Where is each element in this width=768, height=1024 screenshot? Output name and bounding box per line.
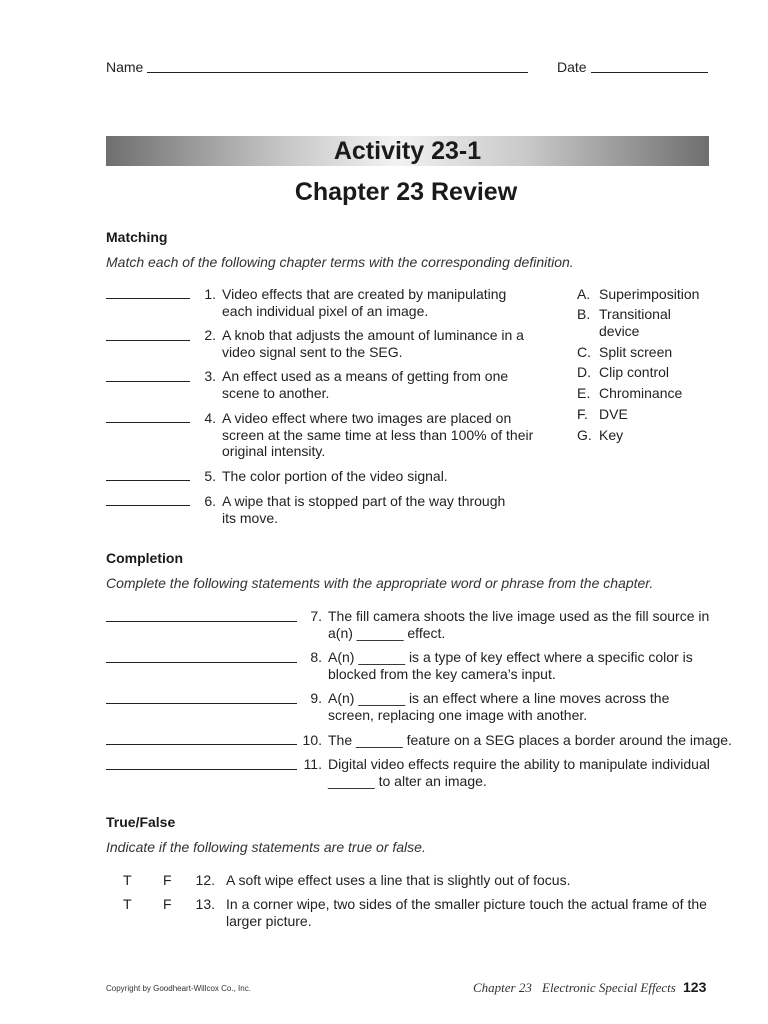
item-text: A(n) ______ is a type of key effect where a specific color is — [328, 649, 693, 665]
item-text: larger picture. — [226, 913, 312, 929]
item-text: ______ to alter an image. — [328, 773, 487, 789]
page-number: 123 — [683, 979, 707, 995]
item-number: 13. — [195, 896, 215, 912]
completion-instruction: Complete the following statements with the appropriate word or phrase from the chapter. — [106, 575, 654, 591]
item-text: video signal sent to the SEG. — [222, 344, 403, 360]
item-text: screen, replacing one image with another. — [328, 707, 588, 723]
false-option[interactable]: F — [163, 896, 172, 912]
completion-heading: Completion — [106, 550, 183, 566]
item-number: 11. — [303, 756, 322, 772]
item-text: A wipe that is stopped part of the way through — [222, 493, 506, 509]
item-text: blocked from the key camera’s input. — [328, 666, 556, 682]
option-text: DVE — [599, 406, 628, 422]
item-number: 7. — [310, 608, 322, 624]
answer-line[interactable] — [106, 340, 190, 341]
date-label: Date — [557, 59, 587, 75]
false-option[interactable]: F — [163, 872, 172, 888]
item-number: 5. — [204, 468, 216, 484]
item-text: The ______ feature on a SEG places a border around the image. — [328, 732, 732, 748]
item-number: 4. — [204, 410, 216, 426]
option-letter: B. — [577, 306, 591, 322]
item-number: 8. — [310, 649, 322, 665]
option-letter: A. — [577, 286, 591, 302]
option-letter: G. — [577, 427, 592, 443]
answer-line[interactable] — [106, 744, 297, 745]
option-letter: D. — [577, 364, 591, 380]
matching-heading: Matching — [106, 229, 168, 245]
true-false-instruction: Indicate if the following statements are true or false. — [106, 839, 426, 855]
option-text: Chrominance — [599, 385, 683, 401]
answer-line[interactable] — [106, 480, 190, 481]
answer-line[interactable] — [106, 505, 190, 506]
name-label: Name — [106, 59, 144, 75]
item-text: A soft wipe effect uses a line that is slightly out of focus. — [226, 872, 571, 888]
item-text: a(n) ______ effect. — [328, 625, 446, 641]
option-text: device — [599, 323, 640, 339]
item-number: 2. — [204, 327, 216, 343]
answer-line[interactable] — [106, 662, 297, 663]
item-text: The color portion of the video signal. — [222, 468, 448, 484]
answer-line[interactable] — [106, 769, 297, 770]
item-text: An effect used as a means of getting from one — [222, 368, 509, 384]
answer-line[interactable] — [106, 298, 190, 299]
item-text: A knob that adjusts the amount of luminance in a — [222, 327, 524, 343]
item-text: The fill camera shoots the live image used as the fill source in — [328, 608, 710, 624]
date-line[interactable] — [591, 72, 708, 73]
item-text: Video effects that are created by manipulating — [222, 286, 507, 302]
name-line[interactable] — [147, 72, 528, 73]
true-option[interactable]: T — [123, 896, 132, 912]
matching-instruction: Match each of the following chapter terms with the corresponding definition. — [106, 254, 574, 270]
chapter-review-title: Chapter 23 Review — [294, 178, 518, 206]
item-number: 10. — [302, 732, 322, 748]
true-false-heading: True/False — [106, 814, 176, 830]
activity-title: Activity 23-1 — [106, 136, 709, 166]
option-letter: E. — [577, 385, 591, 401]
option-letter: F. — [577, 406, 588, 422]
true-option[interactable]: T — [123, 872, 132, 888]
item-number: 12. — [195, 872, 215, 888]
item-text: scene to another. — [222, 385, 330, 401]
option-text: Transitional — [599, 306, 671, 322]
option-text: Clip control — [599, 364, 670, 380]
footer-chapter: Chapter 23 — [473, 980, 532, 995]
item-text: A video effect where two images are placed on — [222, 410, 512, 426]
answer-line[interactable] — [106, 621, 297, 622]
footer-chapter-title: Electronic Special Effects — [542, 980, 676, 995]
answer-line[interactable] — [106, 422, 190, 423]
item-number: 9. — [310, 690, 322, 706]
item-number: 3. — [204, 368, 216, 384]
copyright-notice: Copyright by Goodheart-Willcox Co., Inc. — [106, 984, 251, 993]
option-text: Superimposition — [599, 286, 700, 302]
item-text: Digital video effects require the ability to manipulate individual — [328, 756, 710, 772]
option-letter: C. — [577, 344, 591, 360]
item-number: 1. — [204, 286, 216, 302]
item-text: screen at the same time at less than 100% of their — [222, 427, 534, 443]
item-text: its move. — [222, 510, 279, 526]
answer-line[interactable] — [106, 381, 190, 382]
answer-line[interactable] — [106, 703, 297, 704]
option-text: Key — [599, 427, 624, 443]
option-text: Split screen — [599, 344, 673, 360]
item-number: 6. — [204, 493, 216, 509]
item-text: original intensity. — [222, 443, 326, 459]
item-text: A(n) ______ is an effect where a line moves across the — [328, 690, 670, 706]
item-text: In a corner wipe, two sides of the smaller picture touch the actual frame of the — [226, 896, 707, 912]
item-text: each individual pixel of an image. — [222, 303, 429, 319]
